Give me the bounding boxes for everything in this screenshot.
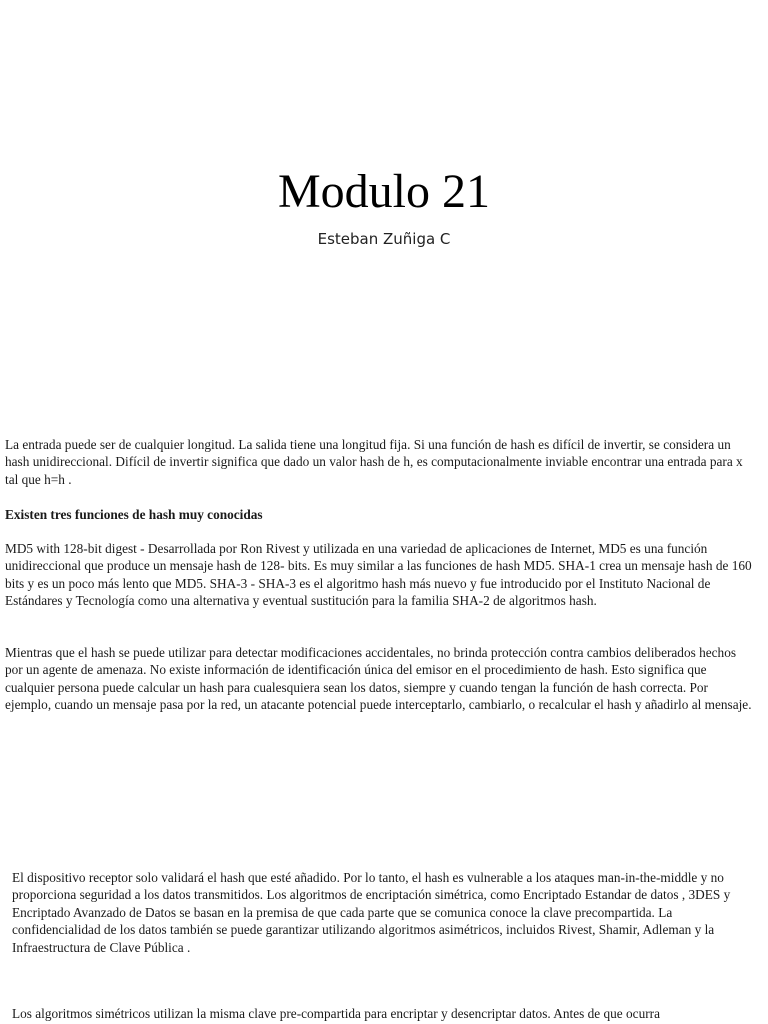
- document-author: Esteban Zuñiga C: [317, 230, 451, 248]
- paragraph-hash-functions: MD5 with 128-bit digest - Desarrollada por Ron Rivest y utilizada en una variedad de aplicaciones de Internet, MD5 es una función unidireccional que produce un mensaje hash de 128- bits. Es muy similar a las funciones de hash MD5. SHA-1 crea un mensaje hash de 160 bits y es un poco más lento que MD5. SHA-3 - SHA-3 es el algoritmo hash más nuevo y fue introducido por el Instituto Nacional de Estándares y Tecnología como una alternativa y eventual sustitución para la familia SHA-2 de algoritmos hash.: [5, 541, 752, 609]
- paragraph-symmetric-algorithms: Los algoritmos simétricos utilizan la misma clave pre-compartida para encriptar y desencriptar datos. Antes de que ocurra: [12, 1006, 660, 1021]
- section-heading: Existen tres funciones de hash muy conocidas: [5, 507, 263, 522]
- paragraph-hash-limitations: Mientras que el hash se puede utilizar para detectar modificaciones accidentales, no brinda protección contra cambios deliberados hechos por un agente de amenaza. No existe información de identificación única del emisor en el procedimiento de hash. Esto significa que cualquier persona puede calcular un hash para cualesquiera sean los datos, siempre y cuando tengan la función de hash correcta. Por ejemplo, cuando un mensaje pasa por la red, un atacante potencial puede interceptarlo, cambiarlo, o recalcular el hash y añadirlo al mensaje.: [5, 645, 752, 713]
- paragraph-hash-definition: La entrada puede ser de cualquier longitud. La salida tiene una longitud fija. Si una función de hash es difícil de invertir, se considera un hash unidireccional. Difícil de invertir significa que dado un valor hash de h, es computacionalmente inviable encontrar una entrada para x tal que h=h .: [5, 437, 743, 487]
- paragraph-mitm-encryption: El dispositivo receptor solo validará el hash que esté añadido. Por lo tanto, el hash es vulnerable a los ataques man-in-the-middle y no proporciona seguridad a los datos transmitidos. Los algoritmos de encriptación simétrica, como Encriptado Estandar de datos , 3DES y Encriptado Avanzado de Datos se basan en la premisa de que cada parte que se comunica conoce la clave precompartida. La confidencialidad de los datos también se puede garantizar utilizando algoritmos asimétricos, incluidos Rivest, Shamir, Adleman y la Infraestructura de Clave Pública .: [12, 870, 731, 955]
- document-title: Modulo 21: [277, 165, 490, 218]
